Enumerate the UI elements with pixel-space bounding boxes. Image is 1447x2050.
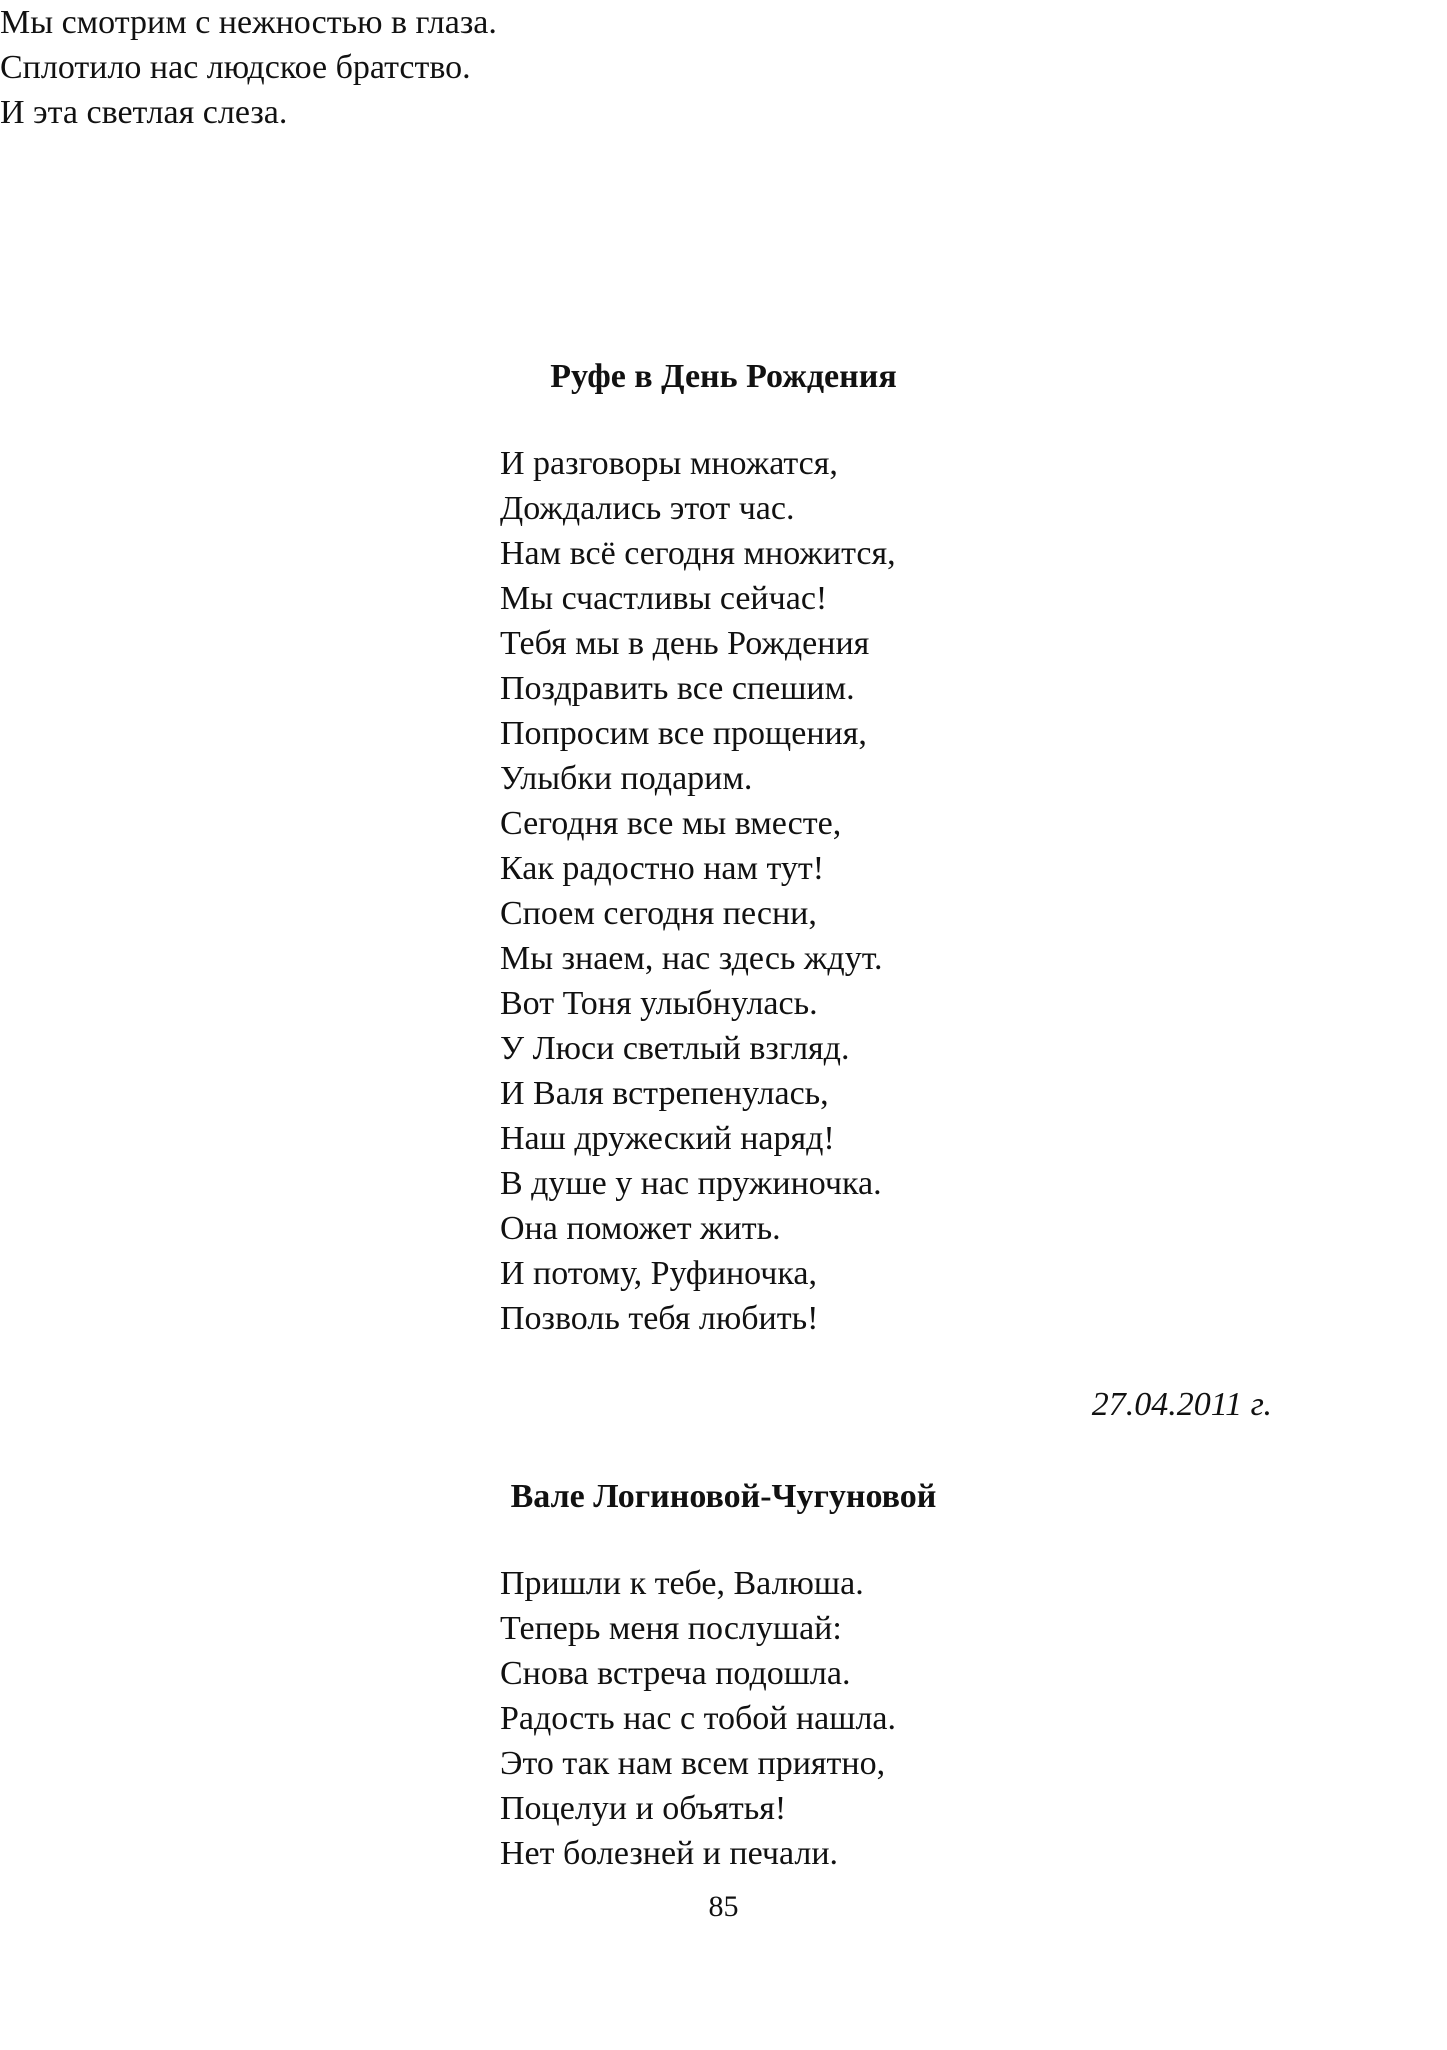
verse-line: Мы смотрим с нежностью в глаза. (0, 4, 497, 41)
verse-line: Радость нас с тобой нашла. (500, 1700, 896, 1737)
poem-body (500, 441, 896, 1341)
poem-body (500, 1561, 896, 1876)
verse-line: И потому, Руфиночка, (500, 1255, 817, 1292)
verse-line: Наш дружеский наряд! (500, 1120, 835, 1157)
verse-line: И эта светлая слеза. (0, 94, 288, 131)
verse-line: Споем сегодня песни, (500, 895, 817, 932)
verse-line: Как радостно нам тут! (500, 850, 825, 887)
poem-title: Вале Логиновой-Чугуновой (510, 1478, 937, 1515)
verse-line: Нам всё сегодня множится, (500, 535, 896, 572)
verse-line: Улыбки подарим. (500, 760, 753, 797)
verse-line: Попросим все прощения, (500, 715, 867, 752)
verse-line: Поздравить все спешим. (500, 670, 855, 707)
verse-line: В душе у нас пружиночка. (500, 1165, 882, 1202)
poem-date: 27.04.2011 г. (1091, 1386, 1272, 1423)
page-number: 85 (708, 1890, 739, 1923)
verse-line: Позволь тебя любить! (500, 1300, 819, 1337)
verse-line: Мы знаем, нас здесь ждут. (500, 940, 883, 977)
verse-line: И Валя встрепенулась, (500, 1075, 829, 1112)
verse-line: Пришли к тебе, Валюша. (500, 1565, 864, 1602)
verse-line: И разговоры множатся, (500, 445, 838, 482)
verse-line: Мы счастливы сейчас! (500, 580, 828, 617)
verse-line: Сплотило нас людское братство. (0, 49, 471, 86)
verse-line: Она поможет жить. (500, 1210, 781, 1247)
intro-stanza (0, 0, 1447, 135)
verse-line: Дождались этот час. (500, 490, 795, 527)
verse-line: Это так нам всем приятно, (500, 1745, 886, 1782)
poem-title: Руфе в День Рождения (550, 358, 897, 395)
verse-line: Тебя мы в день Рождения (500, 625, 870, 662)
verse-line: Сегодня все мы вместе, (500, 805, 842, 842)
verse-line: Поцелуи и объятья! (500, 1790, 787, 1827)
verse-line: У Люси светлый взгляд. (500, 1030, 850, 1067)
verse-line: Теперь меня послушай: (500, 1610, 842, 1647)
verse-line: Нет болезней и печали. (500, 1835, 839, 1872)
verse-line: Снова встреча подошла. (500, 1655, 851, 1692)
verse-line: Вот Тоня улыбнулась. (500, 985, 818, 1022)
